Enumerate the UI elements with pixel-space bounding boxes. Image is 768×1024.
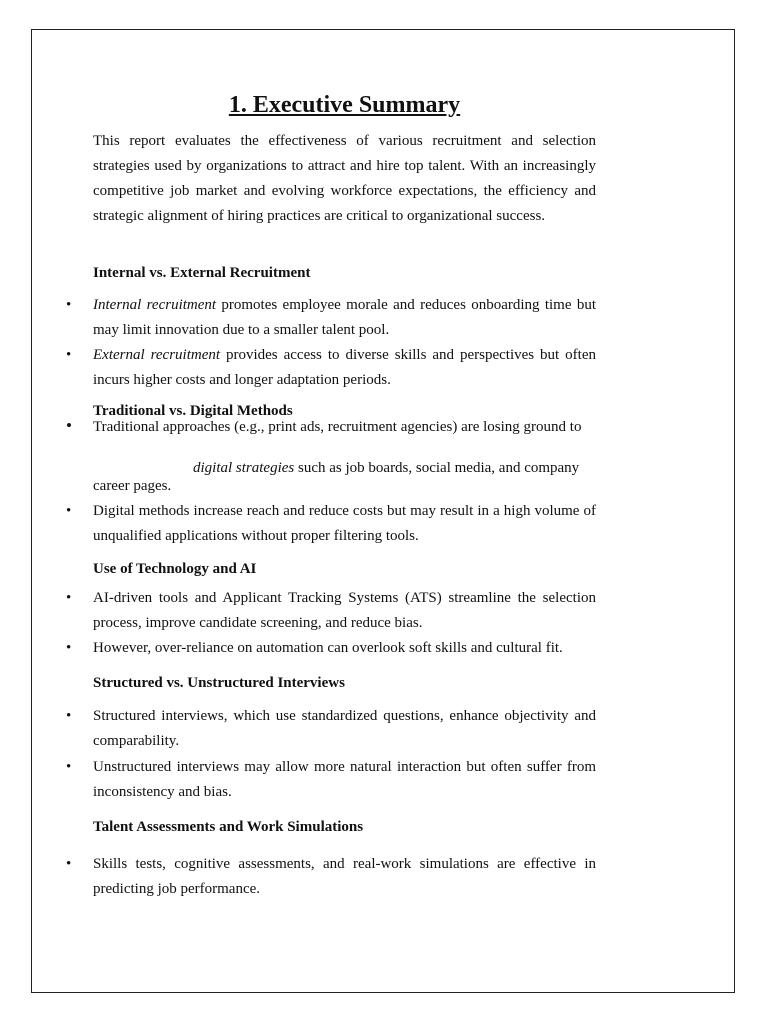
- emphasis-text: digital strategies: [193, 460, 295, 476]
- bullet-marker: •: [66, 503, 72, 519]
- bullet-marker: •: [66, 856, 72, 872]
- list-item-text: such as job boards, social media, and company: [294, 460, 580, 476]
- list-item-digital: Digital methods increase reach and reduce costs but may result in a high volume of unqualified applications without proper filtering tools.: [93, 503, 596, 544]
- bullet-marker: •: [66, 640, 72, 656]
- bullet-marker: •: [66, 297, 72, 313]
- section-heading-traditional-digital: Traditional vs. Digital Methods: [93, 403, 293, 419]
- bullet-marker: •: [66, 759, 72, 775]
- list-item-assessments: Skills tests, cognitive assessments, and real-work simulations are effective in predicting job performance.: [93, 856, 596, 897]
- list-item-unstructured: Unstructured interviews may allow more natural interaction but often suffer from inconsistency and bias.: [93, 759, 596, 800]
- page-title: 1. Executive Summary: [228, 92, 461, 118]
- list-item-structured: Structured interviews, which use standardized questions, enhance objectivity and comparability.: [93, 708, 596, 749]
- bullet-marker: •: [66, 347, 72, 363]
- list-item-ai-tools: AI-driven tools and Applicant Tracking Systems (ATS) streamline the selection process, improve candidate screening, and reduce bias.: [93, 590, 596, 631]
- list-item-text: provides access to diverse skills and perspectives but often incurs higher costs and longer adaptation periods.: [93, 347, 597, 388]
- emphasis-text: External recruitment: [93, 347, 221, 363]
- bullet-marker: •: [66, 416, 72, 435]
- list-item-external: [93, 343, 596, 393]
- list-item-traditional-line3: career pages.: [93, 478, 172, 494]
- section-heading-assessments: Talent Assessments and Work Simulations: [93, 819, 364, 835]
- section-heading-technology-ai: Use of Technology and AI: [93, 561, 257, 577]
- bullet-marker: •: [66, 590, 72, 606]
- section-heading-internal-external: Internal vs. External Recruitment: [93, 265, 311, 281]
- list-item-internal: [93, 293, 596, 343]
- bullet-marker: •: [66, 708, 72, 724]
- emphasis-text: Internal recruitment: [93, 297, 217, 313]
- intro-paragraph: This report evaluates the effectiveness of various recruitment and selection strategies used by organizations to attract and hire top talent. With an increasingly competitive job market and evolving workforce expectations, the efficiency and strategic alignment of hiring practices are critical to organizational success.: [93, 133, 596, 224]
- list-item-traditional-line1: Traditional approaches (e.g., print ads, recruitment agencies) are losing ground to: [93, 419, 582, 435]
- list-item-text: promotes employee morale and reduces onboarding time but may limit innovation due to a smaller talent pool.: [93, 297, 596, 338]
- section-heading-interviews: Structured vs. Unstructured Interviews: [93, 675, 345, 691]
- list-item-automation: However, over-reliance on automation can overlook soft skills and cultural fit.: [93, 640, 563, 656]
